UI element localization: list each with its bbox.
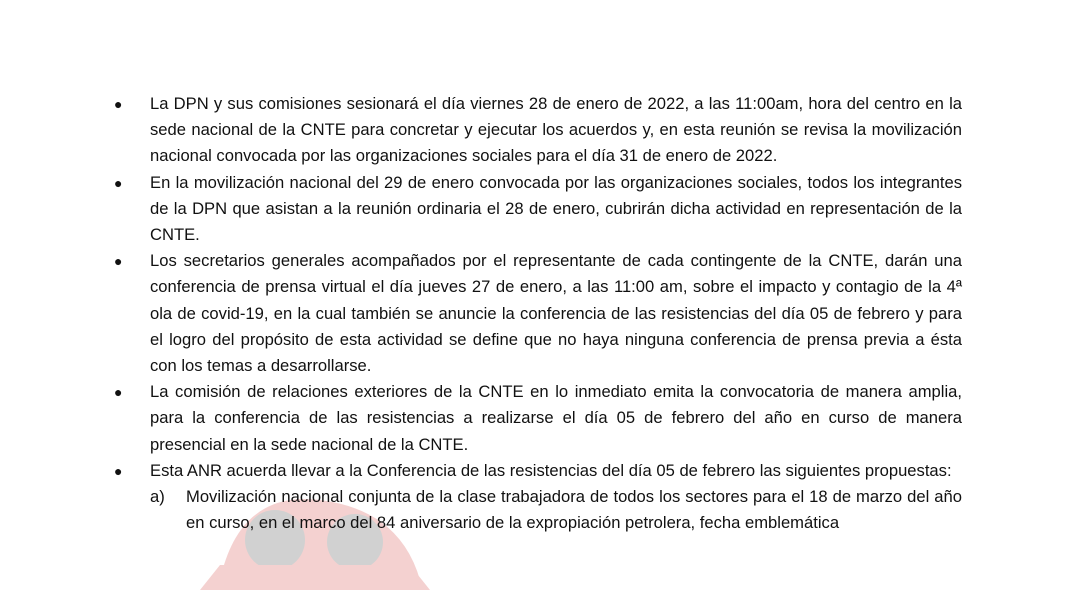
proposal-marker: a) (150, 487, 165, 507)
proposals-list (150, 484, 962, 536)
bullet-icon: ● (114, 462, 123, 479)
list-item (114, 91, 962, 170)
agreements-list (114, 91, 962, 536)
bullet-icon: ● (114, 253, 123, 270)
list-item (114, 379, 962, 458)
list-item-text: La DPN y sus comisiones sesionará el día viernes 28 de enero de 2022, a las 11:00am, hora del centro en la sede nacional de la CNTE para concretar y ejecutar los acuerdos y, en esta reunión se revisa la movilización nacional convocada por las organizaciones sociales para el día 31 de enero de 2022. (150, 94, 962, 166)
list-item (114, 248, 962, 379)
bullet-icon: ● (114, 384, 123, 401)
list-item (114, 458, 962, 537)
list-item-text: En la movilización nacional del 29 de enero convocada por las organizaciones sociales, todos los integrantes de la DPN que asistan a la reunión ordinaria el 28 de enero, cubrirán dicha actividad en representación de la CNTE. (150, 172, 962, 245)
bullet-icon: ● (114, 96, 123, 112)
proposal-text: Movilización nacional conjunta de la clase trabajadora de todos los sectores para el 18 de marzo del año en curso, en el marco del 84 aniversario de la expropiación petrolera, fecha emblemática (186, 487, 962, 533)
list-item-text: Los secretarios generales acompañados por el representante de cada contingente de la CNTE, darán una conferencia de prensa virtual el día jueves 27 de enero, a las 11:00 am, sobre el impacto y contagio de la 4ª ola de covid-19, en la cual también se anuncie la conferencia de las resistencias del día 05 de febrero y para el logro del propósito de esta actividad se define que no haya ninguna conferencia de prensa previa a ésta con los temas a desarrollarse. (150, 251, 962, 376)
list-item (114, 170, 962, 249)
list-item-text: La comisión de relaciones exteriores de la CNTE en lo inmediato emita la convocatoria de manera amplia, para la conferencia de las resistencias a realizarse el día 05 de febrero del año en curso de manera presencial en la sede nacional de la CNTE. (150, 382, 962, 454)
list-item-text: Esta ANR acuerda llevar a la Conferencia de las resistencias del día 05 de febrero las siguientes propuestas: (150, 460, 952, 480)
bullet-icon: ● (114, 174, 123, 191)
proposal-item (150, 484, 962, 536)
